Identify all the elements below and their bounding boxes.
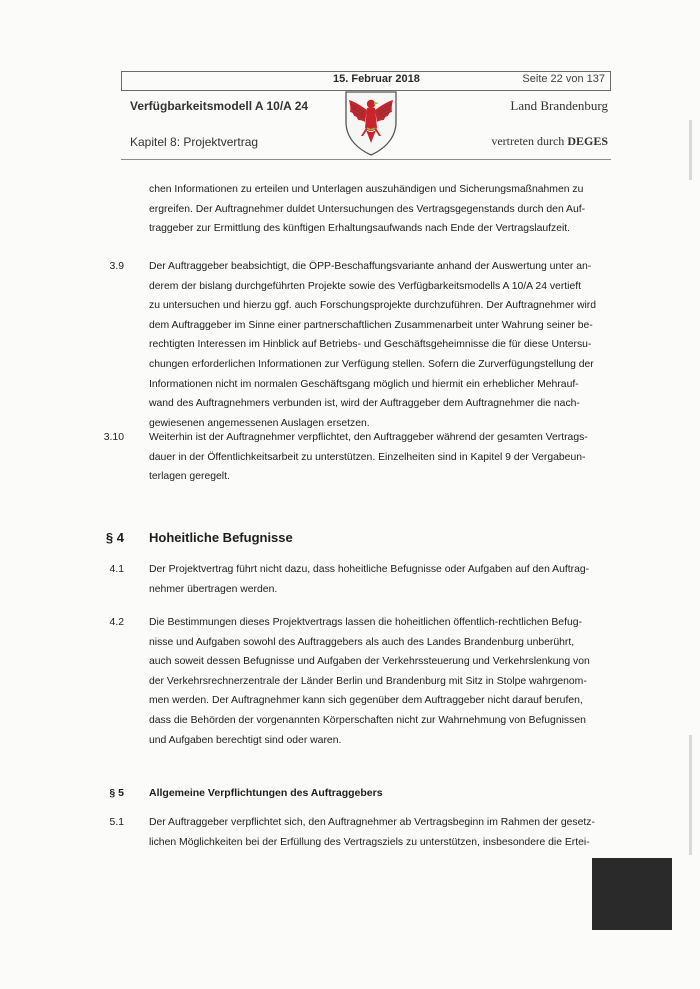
clause-4-1 [149, 560, 609, 599]
text-line: men werden. Der Auftragnehmer kann sich gegenüber dem Auftraggeber nicht darauf berufen, [149, 695, 583, 707]
text-line: Informationen nicht im normalen Geschäftsgang möglich und hiermit ein erheblicher Mehrauf- [149, 378, 579, 390]
text-line: nisse und Aufgaben sowohl des Auftraggebers als auch des Landes Brandenburg unberührt, [149, 636, 575, 648]
text-line: lichen Möglichkeiten bei der Erfüllung des Vertragsziels zu unterstützen, insbesondere die Ertei- [149, 836, 590, 848]
represented-org: DEGES [567, 134, 608, 148]
header-model-title: Verfügbarkeitsmodell A 10/A 24 [130, 99, 309, 113]
text-line: terlagen geregelt. [149, 471, 230, 483]
represented-prefix: vertreten durch [491, 134, 568, 148]
scan-edge-mark [689, 735, 692, 855]
clause-number: 4.1 [109, 564, 124, 575]
header-chapter: Kapitel 8: Projektvertrag [130, 135, 259, 149]
text-line: chen Informationen zu erteilen und Unterlagen auszuhändigen und Sicherungsmaßnahmen zu [149, 184, 584, 195]
scan-redaction-block [592, 858, 672, 930]
text-line: derem der bislang durchgeführten Projekte sowie des Verfügbarkeitsmodells A 10/A 24 vertieft [149, 280, 582, 292]
section-heading: Hoheitliche Befugnisse [149, 530, 293, 545]
text-line: der Verkehrsrechnerzentrale der Länder Berlin und Brandenburg mit Sitz in Stolpe wahrgenom- [149, 675, 587, 687]
section-number: § 5 [109, 787, 124, 799]
text-line: Der Projektvertrag führt nicht dazu, dass hoheitliche Befugnisse oder Aufgaben auf den Auftrag- [149, 564, 590, 575]
text-line: traggeber zur Ermittlung des künftigen Erhaltungsaufwands nach Ende der Vertragslaufzeit. [149, 223, 571, 235]
text-line: zu untersuchen und hierzu ggf. auch Forschungsprojekte durchzuführen. Der Auftragnehmer wird [149, 300, 597, 312]
clause-number: 4.2 [109, 617, 124, 628]
clause-3-9 [149, 257, 609, 433]
clause-number: 3.9 [109, 261, 124, 272]
text-line: Der Auftraggeber beabsichtigt, die ÖPP-Beschaffungsvariante anhand der Auswertung unter an- [149, 261, 592, 272]
text-line: gewiesenen angemessenen Auslagen ersetzen. [149, 417, 370, 429]
header-page-number: Seite 22 von 137 [522, 73, 605, 85]
text-line: wand des Auftragnehmers verbunden ist, wird der Auftraggeber dem Auftragnehmer die nach- [149, 398, 580, 410]
clause-number: 3.10 [103, 432, 124, 443]
text-line: Die Bestimmungen dieses Projektvertrags lassen die hoheitlichen öffentlich-rechtlichen Befug- [149, 617, 582, 628]
text-line: dauer in der Öffentlichkeitsarbeit zu unterstützen. Einzelheiten sind in Kapitel 9 der Vergabeun- [149, 451, 586, 463]
clause-number: 5.1 [109, 817, 124, 828]
text-line: dem Auftraggeber im Sinne einer partnerschaftlichen Zusammenarbeit unter Wahrung seiner be- [149, 319, 593, 331]
header-land: Land Brandenburg [510, 98, 608, 113]
text-line: rechtigten Interessen im Hinblick auf Betriebs- und Geschäftsgeheimnisse die für diese Untersu- [149, 339, 592, 351]
header-represented-by [491, 134, 608, 149]
text-line: und Aufgaben berechtigt sind oder waren. [149, 734, 342, 746]
brandenburg-eagle-crest-icon [340, 88, 402, 158]
text-line: auch soweit dessen Befugnisse und Aufgaben der Verkehrssteuerung und Verkehrslenkung von [149, 656, 590, 668]
section-number: § 4 [105, 530, 124, 545]
text-line: ergreifen. Der Auftragnehmer duldet Untersuchungen des Vertragsgegenstands durch den Auf- [149, 203, 586, 215]
text-line: Der Auftraggeber verpflichtet sich, den Auftragnehmer ab Vertragsbeginn im Rahmen der gesetz- [149, 817, 595, 828]
header-divider [121, 159, 611, 160]
text-line: dass die Behörden der vorgenannten Körperschaften nicht zur Wahrnehmung von Befugnissen [149, 714, 586, 726]
text-line: Weiterhin ist der Auftragnehmer verpflichtet, den Auftraggeber während der gesamten Vertrags- [149, 432, 588, 443]
text-line: chungen erforderlichen Informationen zur Verfügung stellen. Sofern die Zurverfügungstellung der [149, 358, 594, 370]
clause-3-10 [149, 428, 609, 487]
intro-paragraph [149, 180, 609, 239]
section-heading: Allgemeine Verpflichtungen des Auftraggebers [149, 787, 383, 799]
header-date: 15. Februar 2018 [333, 73, 420, 85]
text-line: nehmer übertragen werden. [149, 583, 278, 595]
clause-4-2 [149, 613, 609, 750]
scan-edge-mark [689, 120, 692, 180]
clause-5-1 [149, 813, 609, 852]
